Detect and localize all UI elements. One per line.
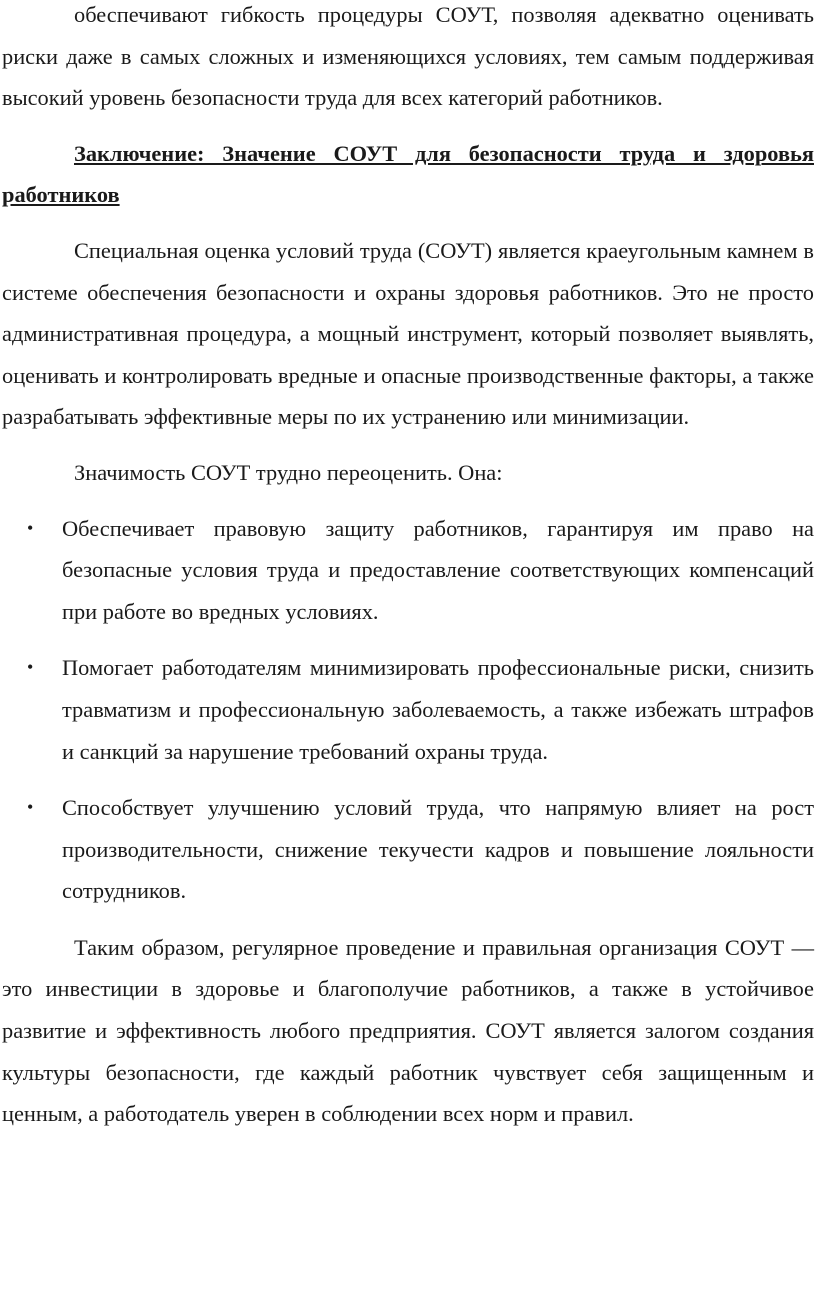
list-item [2, 647, 814, 772]
bullet-icon: • [27, 657, 34, 678]
bullet-icon: • [27, 797, 34, 818]
significance-list [2, 508, 814, 912]
intro-paragraph: Специальная оценка условий труда (СОУТ) является краеугольным камнем в системе обеспечения безопасности и охраны здоровья работников. Это не просто административная процедура, а мощный инструмент, который позволяет выявлять, оценивать и контролировать вредные и опасные производственные факторы, а также разрабатывать эффективные меры по их устранению или минимизации. [2, 237, 814, 430]
list-item-text: Способствует улучшению условий труда, что напрямую влияет на рост производительности, снижение текучести кадров и повышение лояльности сотрудников. [62, 795, 814, 904]
list-item [2, 787, 814, 912]
list-item-text: Обеспечивает правовую защиту работников, гарантируя им право на безопасные условия труда и предоставление соответствующих компенсаций при работе во вредных условиях. [62, 515, 814, 624]
continued-paragraph: обеспечивают гибкость процедуры СОУТ, позволяя адекватно оценивать риски даже в самых сложных и изменяющихся условиях, тем самым поддерживая высокий уровень безопасности труда для всех категорий работников. [2, 2, 814, 111]
list-item-text: Помогает работодателям минимизировать профессиональные риски, снизить травматизм и профессиональную заболеваемость, а также избежать штрафов и санкций за нарушение требований охраны труда. [62, 655, 814, 764]
lead-in-paragraph: Значимость СОУТ трудно переоценить. Она: [74, 459, 503, 485]
list-item [2, 508, 814, 633]
bullet-icon: • [27, 517, 34, 538]
final-paragraph: Таким образом, регулярное проведение и правильная организация СОУТ — это инвестиции в здоровье и благополучие работников, а также в устойчивое развитие и эффективность любого предприятия. СОУТ является залогом создания культуры безопасности, где каждый работник чувствует себя защищенным и ценным, а работодатель уверен в соблюдении всех норм и правил. [2, 934, 814, 1127]
section-heading: Заключение: Значение СОУТ для безопасности труда и здоровья работников [2, 140, 814, 208]
